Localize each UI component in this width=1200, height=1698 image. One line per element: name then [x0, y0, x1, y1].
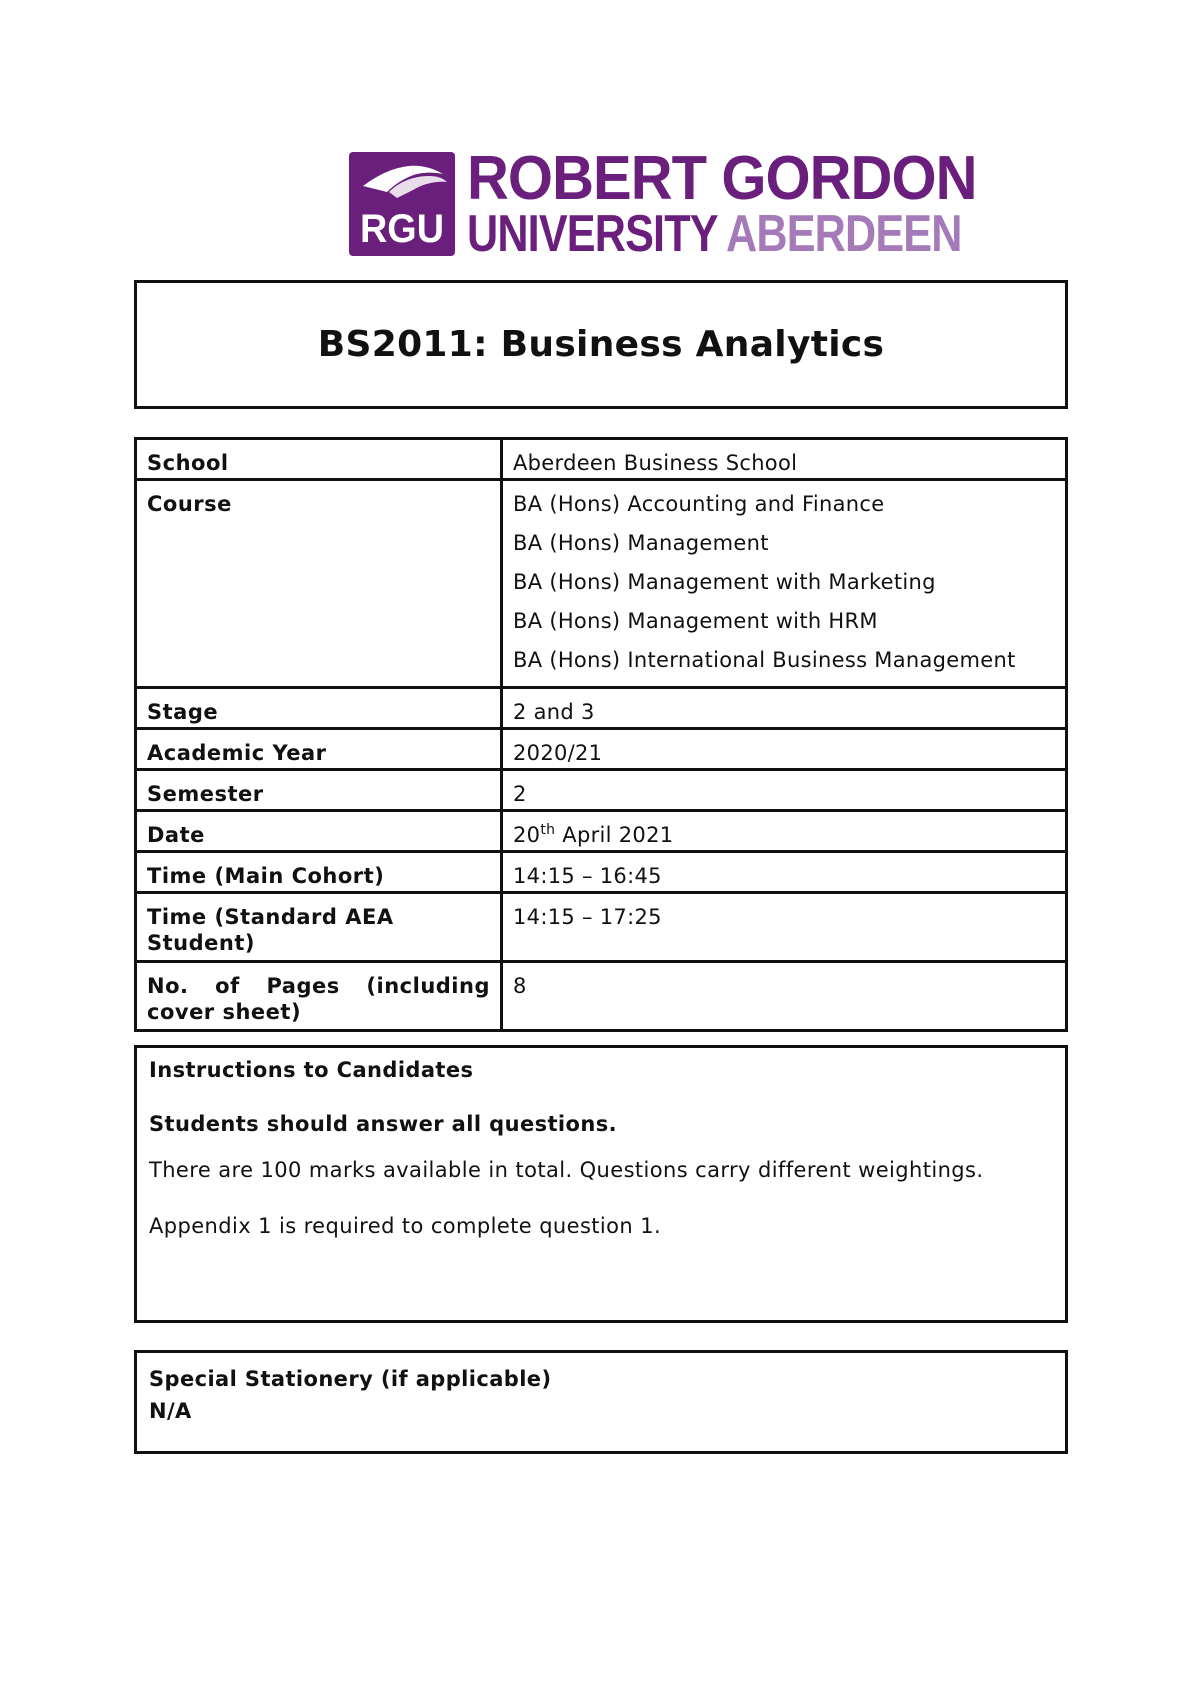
exam-info-table: [134, 437, 1068, 1032]
value-pages: 8: [502, 962, 1067, 1031]
label-time-aea: Time (Standard AEA Student): [136, 893, 502, 962]
stationery-heading: Special Stationery (if applicable): [149, 1367, 552, 1391]
value-date: [502, 811, 1067, 852]
logo-line-robert-gordon: ROBERT GORDON: [467, 144, 977, 213]
date-suffix: th: [540, 822, 556, 838]
table-row-academic-year: [136, 729, 1067, 770]
module-title-box: [134, 280, 1068, 409]
special-stationery-box: [134, 1350, 1068, 1454]
rgu-logo-mark: [349, 152, 455, 256]
table-row-date: [136, 811, 1067, 852]
label-academic-year: Academic Year: [136, 729, 502, 770]
table-row-time-main: [136, 852, 1067, 893]
label-semester: Semester: [136, 770, 502, 811]
university-logo: [349, 144, 977, 263]
course-item: BA (Hons) Management: [513, 531, 769, 555]
logo-line-university-aberdeen: [467, 205, 962, 263]
instructions-answer-all: Students should answer all questions.: [149, 1112, 617, 1136]
value-stage: 2 and 3: [502, 688, 1067, 729]
label-stage: Stage: [136, 688, 502, 729]
value-academic-year: 2020/21: [502, 729, 1067, 770]
table-row-school: [136, 439, 1067, 480]
label-pages: No. of Pages (including cover sheet): [136, 962, 502, 1031]
value-course-list: [502, 480, 1067, 688]
logo-wordmark: [467, 144, 1063, 263]
instructions-heading: Instructions to Candidates: [149, 1058, 474, 1082]
logo-mark-text: RGU: [360, 207, 444, 251]
course-item: BA (Hons) International Business Management: [513, 648, 1016, 672]
course-item: BA (Hons) Management with HRM: [513, 609, 878, 633]
module-title: BS2011: Business Analytics: [317, 324, 885, 365]
value-time-aea: 14:15 – 17:25: [502, 893, 1067, 962]
table-row-time-aea: [136, 893, 1067, 962]
value-time-main: 14:15 – 16:45: [502, 852, 1067, 893]
table-row-stage: [136, 688, 1067, 729]
label-course: Course: [136, 480, 502, 688]
table-row-semester: [136, 770, 1067, 811]
date-day: 20: [513, 823, 541, 847]
date-rest: April 2021: [555, 823, 674, 847]
course-item: BA (Hons) Management with Marketing: [513, 570, 936, 594]
label-school: School: [136, 439, 502, 480]
stationery-value: N/A: [149, 1399, 192, 1423]
instructions-marks: There are 100 marks available in total. Questions carry different weightings.: [149, 1158, 984, 1182]
value-school: Aberdeen Business School: [502, 439, 1067, 480]
value-semester: 2: [502, 770, 1067, 811]
instructions-box: [134, 1045, 1068, 1323]
table-row-pages: [136, 962, 1067, 1031]
logo-word-aberdeen: ABERDEEN: [726, 205, 962, 263]
course-item: BA (Hons) Accounting and Finance: [513, 492, 885, 516]
instructions-appendix: Appendix 1 is required to complete question 1.: [149, 1214, 662, 1238]
logo-word-university: UNIVERSITY: [467, 205, 718, 263]
table-row-course: [136, 480, 1067, 688]
label-date: Date: [136, 811, 502, 852]
label-time-main: Time (Main Cohort): [136, 852, 502, 893]
